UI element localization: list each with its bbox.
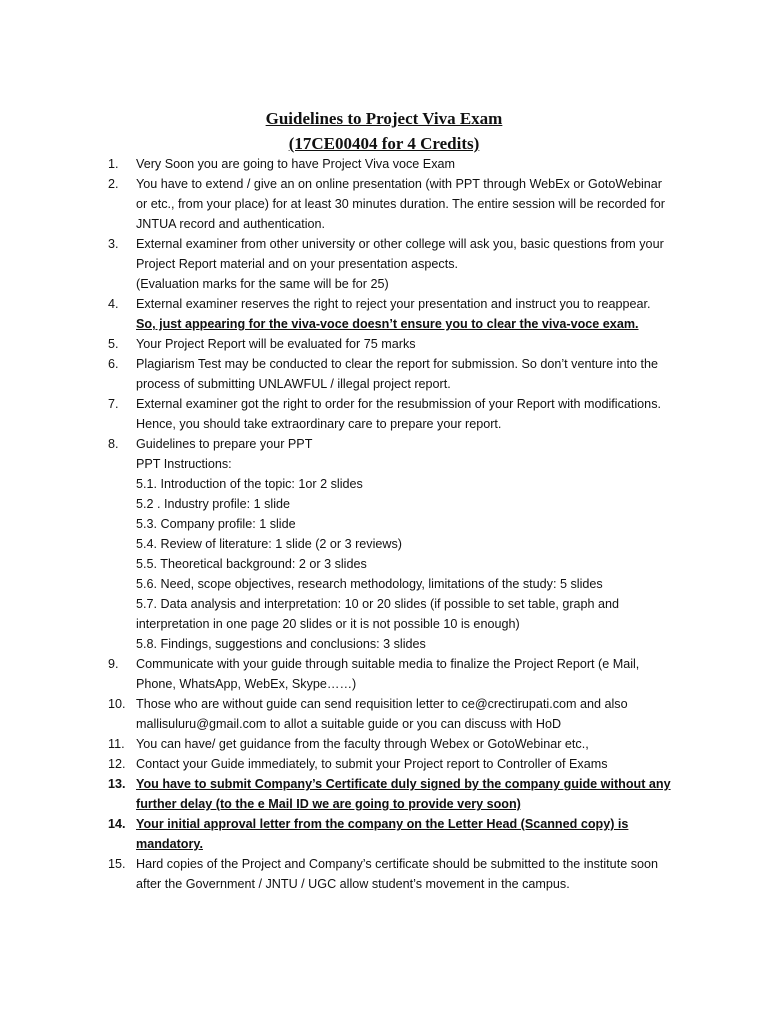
item-line: Plagiarism Test may be conducted to clear the report for submission. So don’t venture into the — [136, 357, 658, 371]
item-text — [136, 734, 688, 754]
item-text — [136, 814, 688, 854]
list-item — [108, 154, 688, 174]
ppt-instruction-line: 5.7. Data analysis and interpretation: 10 or 20 slides (if possible to set table, graph and — [136, 597, 620, 611]
item-text — [136, 854, 688, 894]
item-number: 15. — [108, 857, 126, 871]
list-item — [108, 434, 688, 654]
item-text — [136, 694, 688, 734]
item-line: Hard copies of the Project and Company’s certificate should be submitted to the institute soon — [136, 857, 659, 871]
list-item — [108, 334, 688, 354]
item-number: 11. — [108, 737, 125, 751]
item-number: 8. — [108, 437, 119, 451]
item-line: JNTUA record and authentication. — [136, 217, 326, 231]
emphasis-line: So, just appearing for the viva-voce doesn’t ensure you to clear the viva-voce exam. — [136, 317, 639, 331]
item-number: 9. — [108, 657, 119, 671]
item-line: Communicate with your guide through suitable media to finalize the Project Report (e Mail, — [136, 657, 640, 671]
ppt-instruction-line: 5.6. Need, scope objectives, research methodology, limitations of the study: 5 slides — [136, 577, 603, 591]
guideline-list — [108, 154, 688, 894]
item-line: PPT Instructions: — [136, 457, 232, 471]
item-line: Very Soon you are going to have Project Viva voce Exam — [136, 157, 455, 171]
emphasis-line: Your initial approval letter from the company on the Letter Head (Scanned copy) is — [136, 817, 629, 831]
ppt-instruction-line: interpretation in one page 20 slides or it is not possible 10 is enough) — [136, 617, 520, 631]
item-line: Those who are without guide can send requisition letter to ce@crectirupati.com and also — [136, 697, 628, 711]
item-line: You can have/ get guidance from the faculty through Webex or GotoWebinar etc., — [136, 737, 589, 751]
list-item — [108, 694, 688, 734]
item-line: Your Project Report will be evaluated for 75 marks — [136, 337, 416, 351]
item-number: 4. — [108, 297, 119, 311]
item-number: 12. — [108, 757, 126, 771]
emphasis-line: You have to submit Company’s Certificate duly signed by the company guide without any — [136, 777, 671, 791]
item-number: 3. — [108, 237, 119, 251]
ppt-instruction-line: 5.1. Introduction of the topic: 1or 2 slides — [136, 477, 363, 491]
item-line: Project Report material and on your presentation aspects. — [136, 257, 459, 271]
item-number: 14. — [108, 817, 126, 831]
item-number: 13. — [108, 777, 126, 791]
list-item — [108, 234, 688, 294]
list-item — [108, 854, 688, 894]
item-text — [136, 394, 688, 434]
ppt-instruction-line: 5.5. Theoretical background: 2 or 3 slides — [136, 557, 367, 571]
item-line: Contact your Guide immediately, to submit your Project report to Controller of Exams — [136, 757, 608, 771]
item-line: after the Government / JNTU / UGC allow student’s movement in the campus. — [136, 877, 570, 891]
emphasis-line: further delay (to the e Mail ID we are going to provide very soon) — [136, 797, 521, 811]
item-text — [136, 234, 688, 294]
list-item — [108, 734, 688, 754]
list-item — [108, 174, 688, 234]
item-number: 1. — [108, 157, 119, 171]
list-item — [108, 654, 688, 694]
ppt-instruction-line: 5.4. Review of literature: 1 slide (2 or 3 reviews) — [136, 537, 402, 551]
item-text — [136, 754, 688, 774]
item-line: (Evaluation marks for the same will be for 25) — [136, 277, 389, 291]
list-item — [108, 294, 688, 334]
item-line: Hence, you should take extraordinary care to prepare your report. — [136, 417, 502, 431]
item-line: process of submitting UNLAWFUL / illegal project report. — [136, 377, 451, 391]
item-line: You have to extend / give an on online presentation (with PPT through WebEx or GotoWebinar — [136, 177, 663, 191]
ppt-instruction-line: 5.3. Company profile: 1 slide — [136, 517, 296, 531]
item-text — [136, 354, 688, 394]
item-number: 5. — [108, 337, 119, 351]
item-text — [136, 654, 688, 694]
item-number: 7. — [108, 397, 119, 411]
page-title: Guidelines to Project Viva Exam — [265, 109, 503, 128]
item-line: Phone, WhatsApp, WebEx, Skype……) — [136, 677, 357, 691]
list-item — [108, 394, 688, 434]
emphasis-line: mandatory. — [136, 837, 203, 851]
list-item — [108, 754, 688, 774]
list-item — [108, 354, 688, 394]
item-line: mallisuluru@gmail.com to allot a suitable guide or you can discuss with HoD — [136, 717, 562, 731]
item-text — [136, 154, 688, 174]
item-number: 10. — [108, 697, 126, 711]
item-text — [136, 174, 688, 234]
item-line: External examiner from other university or other college will ask you, basic questions from your — [136, 237, 664, 251]
item-text — [136, 334, 688, 354]
list-item — [108, 814, 688, 854]
item-line: or etc., from your place) for at least 30 minutes duration. The entire session will be recorded for — [136, 197, 665, 211]
item-number: 2. — [108, 177, 119, 191]
ppt-instruction-line: 5.8. Findings, suggestions and conclusions: 3 slides — [136, 637, 426, 651]
item-text — [136, 434, 688, 654]
ppt-instruction-line: 5.2 . Industry profile: 1 slide — [136, 497, 291, 511]
item-line: Guidelines to prepare your PPT — [136, 437, 313, 451]
item-text — [136, 774, 688, 814]
item-line: External examiner got the right to order for the resubmission of your Report with modifications. — [136, 397, 661, 411]
page-subtitle: (17CE00404 for 4 Credits) — [288, 134, 480, 153]
item-text — [136, 294, 688, 334]
item-line: External examiner reserves the right to reject your presentation and instruct you to reappear. — [136, 297, 651, 311]
item-number: 6. — [108, 357, 119, 371]
list-item — [108, 774, 688, 814]
